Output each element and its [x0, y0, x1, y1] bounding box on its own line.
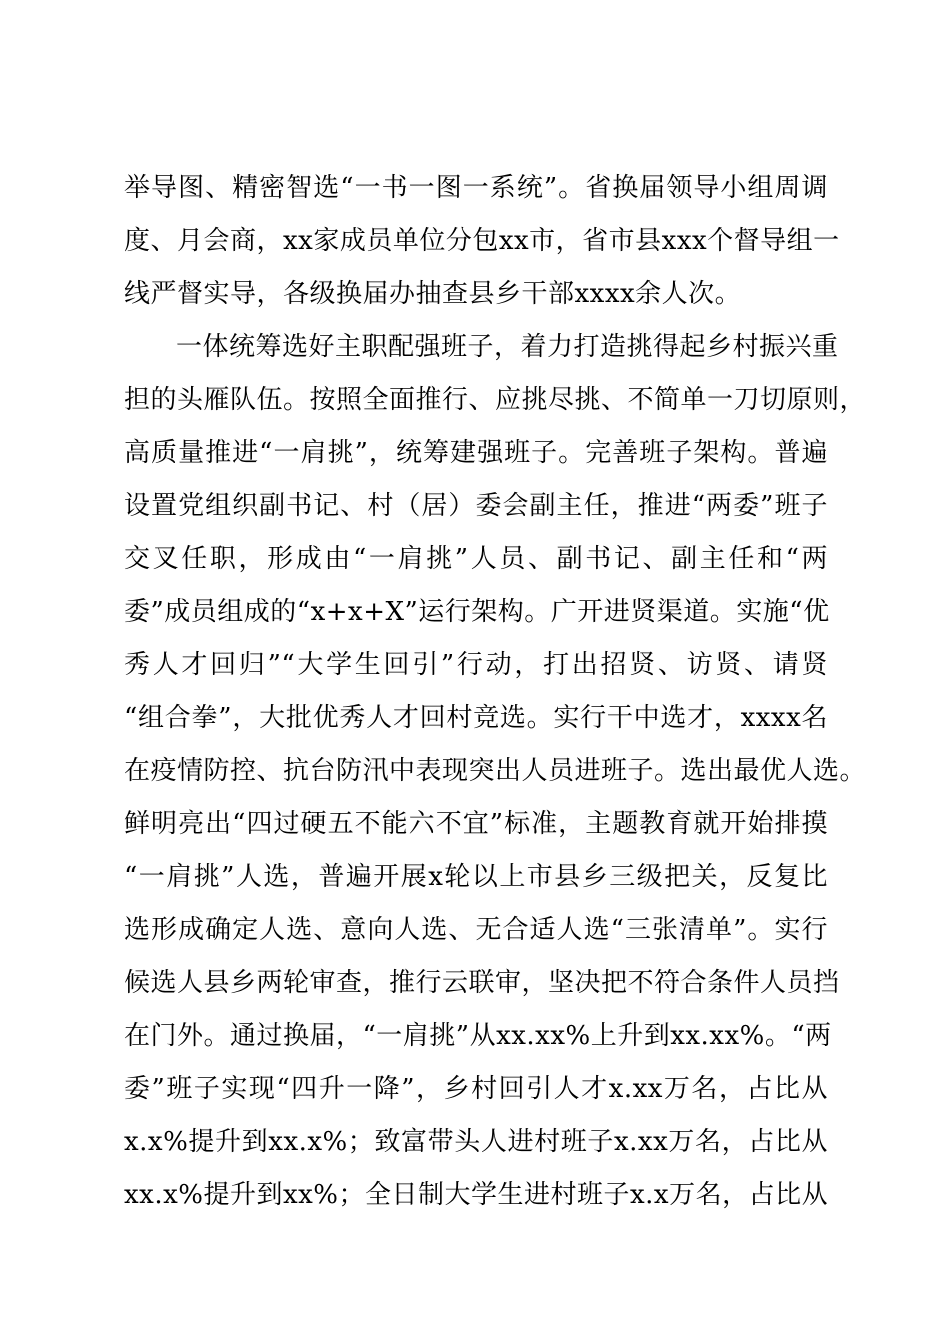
text-line: 委”班子实现“四升一降”，乡村回引人才x.xx万名，占比从 [124, 1074, 828, 1104]
text-line: 举导图、精密智选“一书一图一系统”。省换届领导小组周调 [124, 173, 828, 203]
text-line: “一肩挑”人选，普遍开展x轮以上市县乡三级把关，反复比 [124, 862, 828, 892]
text-line: x.x%提升到xx.x%；致富带头人进村班子x.xx万名，占比从 [124, 1127, 828, 1157]
text-line: 选形成确定人选、意向人选、无合适人选“三张清单”。实行 [124, 915, 828, 945]
text-line: 委”成员组成的“x+x+X”运行架构。广开进贤渠道。实施“优 [124, 597, 830, 627]
text-line: 担的头雁队伍。按照全面推行、应挑尽挑、不简单一刀切原则， [124, 385, 867, 415]
text-line: 交叉任职，形成由“一肩挑”人员、副书记、副主任和“两 [124, 544, 828, 574]
text-line: 鲜明亮出“四过硬五不能六不宜”标准，主题教育就开始排摸 [124, 809, 828, 839]
text-line: “组合拳”，大批优秀人才回村竞选。实行干中选才，xxxx名 [124, 703, 828, 733]
text-line: 高质量推进“一肩挑”，统筹建强班子。完善班子架构。普遍 [124, 438, 828, 468]
paragraph-first-line: 一体统筹选好主职配强班子，着力打造挑得起乡村振兴重 [176, 332, 839, 362]
text-line: xx.x%提升到xx%；全日制大学生进村班子x.x万名，占比从 [124, 1180, 829, 1210]
text-line: 在门外。通过换届，“一肩挑”从xx.xx%上升到xx.xx%。“两 [124, 1021, 832, 1051]
text-line: 在疫情防控、抗台防汛中表现突出人员进班子。选出最优人选。 [124, 756, 867, 786]
text-line: 秀人才回归”“大学生回引”行动，打出招贤、访贤、请贤 [124, 650, 828, 680]
text-line: 线严督实导，各级换届办抽查县乡干部xxxx余人次。 [124, 279, 742, 309]
text-line: 度、月会商，xx家成员单位分包xx市，省市县xxx个督导组一 [124, 226, 840, 256]
text-line: 候选人县乡两轮审查，推行云联审，坚决把不符合条件人员挡 [124, 968, 840, 998]
text-line: 设置党组织副书记、村（居）委会副主任，推进“两委”班子 [124, 491, 828, 521]
